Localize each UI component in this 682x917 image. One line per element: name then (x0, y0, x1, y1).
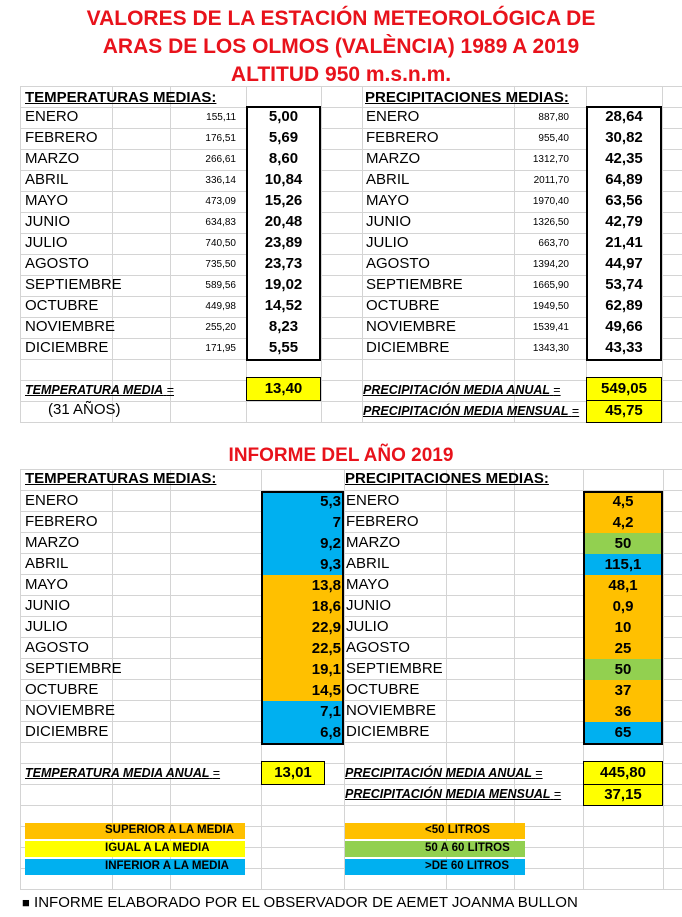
legend-precip-label: <50 LITROS (425, 824, 490, 836)
report-temp-month: JULIO (25, 618, 68, 635)
historic-temp-sum: 266,61 (205, 154, 236, 165)
report-precip-mensual-label: PRECIPITACIÓN MEDIA MENSUAL = (345, 787, 562, 801)
report-temp-cell: 7,1 (261, 701, 344, 722)
report-title: INFORME DEL AÑO 2019 (228, 445, 454, 466)
report-temp-cell: 9,3 (261, 554, 344, 575)
grid-line-h (20, 889, 682, 890)
historic-precip-month: FEBRERO (366, 129, 439, 146)
report-precip-cell: 0,9 (583, 596, 663, 617)
grid-line-h (20, 149, 682, 150)
report-precip-month: DICIEMBRE (346, 723, 430, 740)
historic-temp-month: ABRIL (25, 171, 69, 188)
historic-precip-value: 53,74 (605, 276, 643, 293)
historic-precip-month: MAYO (366, 192, 410, 209)
legend-precip-label: 50 A 60 LITROS (425, 842, 510, 854)
historic-temp-value: 23,73 (264, 255, 303, 272)
report-precip-month: MAYO (346, 576, 390, 593)
historic-temp-media-label: TEMPERATURA MEDIA = (25, 383, 174, 397)
grid-line-v (362, 86, 363, 422)
historic-temp-value: 8,23 (268, 318, 299, 335)
historic-temp-media-value: 13,40 (246, 377, 321, 401)
historic-precip-value: 21,41 (605, 234, 643, 251)
historic-precip-sum: 1394,20 (532, 259, 569, 270)
report-precip-month: ABRIL (346, 555, 390, 572)
historic-precip-value: 63,56 (605, 192, 643, 209)
report-temp-cell: 13,8 (261, 575, 344, 596)
historic-precip-value: 44,97 (605, 255, 643, 272)
grid-line-h (20, 380, 682, 381)
historic-precip-month: ABRIL (366, 171, 410, 188)
report-precip-month: FEBRERO (346, 513, 419, 530)
historic-precip-sum: 663,70 (538, 238, 569, 249)
historic-precip-value: 42,35 (605, 150, 643, 167)
historic-temp-month: JUNIO (25, 213, 70, 230)
report-precip-cell: 10 (583, 617, 663, 638)
report-precip-month: MARZO (346, 534, 401, 551)
historic-precip-sum: 1343,30 (532, 343, 569, 354)
report-temp-cell: 9,2 (261, 533, 344, 554)
historic-temp-value: 20,48 (264, 213, 303, 230)
report-precip-mensual-value: 37,15 (583, 784, 663, 806)
report-temp-cell: 7 (261, 512, 344, 533)
report-precip-month: JUNIO (346, 597, 391, 614)
report-temp-outline (261, 491, 344, 745)
grid-line-v (663, 469, 664, 889)
historic-precip-mensual-label: PRECIPITACIÓN MEDIA MENSUAL = (363, 404, 580, 418)
grid-line-h (20, 233, 682, 234)
report-temp-anual-value: 13,01 (261, 761, 325, 785)
historic-temp-value: 10,84 (264, 171, 303, 188)
report-precip-cell: 4,5 (583, 491, 663, 512)
historic-temp-value: 14,52 (264, 297, 303, 314)
historic-temp-sum: 735,50 (205, 259, 236, 270)
historic-precip-month: ENERO (366, 108, 420, 125)
report-temp-cell: 18,6 (261, 596, 344, 617)
historic-temp-sum: 634,83 (205, 217, 236, 228)
grid-line-h (20, 191, 682, 192)
historic-temp-value: 5,69 (268, 129, 299, 146)
historic-precip-sum: 887,80 (538, 112, 569, 123)
historic-temp-sum: 740,50 (205, 238, 236, 249)
report-precip-header: PRECIPITACIONES MEDIAS: (345, 470, 549, 487)
footer (22, 894, 578, 911)
report-precip-cell: 36 (583, 701, 663, 722)
historic-precip-sum: 955,40 (538, 133, 569, 144)
historic-precip-sum: 1949,50 (532, 301, 569, 312)
report-temp-month: AGOSTO (25, 639, 89, 656)
grid-line-h (20, 422, 682, 423)
historic-precip-anual-label: PRECIPITACIÓN MEDIA ANUAL = (363, 383, 561, 397)
report-precip-cell: 115,1 (583, 554, 663, 575)
report-precip-outline (583, 491, 663, 745)
historic-precip-header: PRECIPITACIONES MEDIAS: (365, 89, 569, 106)
title-line-3: ALTITUD 950 m.s.n.m. (230, 63, 452, 86)
grid-line-h (20, 86, 682, 87)
historic-temp-month: ENERO (25, 108, 79, 125)
historic-temp-sum: 255,20 (205, 322, 236, 333)
historic-temp-sum: 176,51 (205, 133, 236, 144)
historic-precip-sum: 1665,90 (532, 280, 569, 291)
footer-bullet-icon: ■ (22, 895, 30, 910)
report-temp-month: ENERO (25, 492, 79, 509)
historic-temp-month: SEPTIEMBRE (25, 276, 122, 293)
report-temp-cell: 22,5 (261, 638, 344, 659)
historic-temp-value: 19,02 (264, 276, 303, 293)
historic-precip-month: DICIEMBRE (366, 339, 450, 356)
historic-temp-sum: 473,09 (205, 196, 236, 207)
report-temp-month: OCTUBRE (25, 681, 99, 698)
report-temp-month: DICIEMBRE (25, 723, 109, 740)
historic-years-note: (31 AÑOS) (48, 401, 121, 418)
report-temp-cell: 22,9 (261, 617, 344, 638)
title-line-1: VALORES DE LA ESTACIÓN METEOROLÓGICA DE (86, 7, 596, 30)
grid-line-v (170, 86, 171, 422)
historic-temp-month: MARZO (25, 150, 80, 167)
historic-temp-sum: 171,95 (205, 343, 236, 354)
historic-precip-value: 28,64 (605, 108, 643, 125)
report-temp-month: MAYO (25, 576, 69, 593)
legend-temp-label: SUPERIOR A LA MEDIA (105, 824, 235, 836)
legend-temp-label: INFERIOR A LA MEDIA (105, 860, 229, 872)
historic-precip-value: 62,89 (605, 297, 643, 314)
report-temp-month: ABRIL (25, 555, 69, 572)
grid-line-v (112, 86, 113, 422)
grid-line-h (20, 338, 682, 339)
report-precip-month: ENERO (346, 492, 400, 509)
report-temp-month: NOVIEMBRE (25, 702, 116, 719)
grid-line-h (20, 107, 682, 108)
historic-temp-month: DICIEMBRE (25, 339, 109, 356)
historic-precip-month: JUNIO (366, 213, 411, 230)
historic-precip-month: MARZO (366, 150, 421, 167)
historic-precip-month: AGOSTO (366, 255, 430, 272)
historic-temp-month: FEBRERO (25, 129, 98, 146)
historic-precip-sum: 1970,40 (532, 196, 569, 207)
historic-temp-value: 15,26 (264, 192, 303, 209)
historic-temp-sum: 336,14 (205, 175, 236, 186)
historic-precip-month: OCTUBRE (366, 297, 440, 314)
report-precip-month: NOVIEMBRE (346, 702, 437, 719)
report-precip-anual-value: 445,80 (583, 761, 663, 785)
report-temp-cell: 5,3 (261, 491, 344, 512)
report-precip-month: SEPTIEMBRE (346, 660, 443, 677)
report-precip-month: JULIO (346, 618, 389, 635)
historic-precip-value: 30,82 (605, 129, 643, 146)
report-precip-cell: 48,1 (583, 575, 663, 596)
historic-temp-month: MAYO (25, 192, 69, 209)
historic-temp-month: OCTUBRE (25, 297, 99, 314)
historic-precip-sum: 2011,70 (533, 175, 569, 186)
grid-line-h (20, 254, 682, 255)
historic-temp-sum: 589,56 (205, 280, 236, 291)
historic-temp-sum: 155,11 (206, 112, 236, 123)
historic-temp-header: TEMPERATURAS MEDIAS: (25, 89, 217, 106)
grid-line-h (20, 317, 682, 318)
report-precip-anual-label: PRECIPITACIÓN MEDIA ANUAL = (345, 766, 543, 780)
grid-line-h (20, 128, 682, 129)
report-temp-month: JUNIO (25, 597, 70, 614)
report-temp-cell: 14,5 (261, 680, 344, 701)
footer-text: INFORME ELABORADO POR EL OBSERVADOR DE AEMET JOANMA BULLON (34, 894, 578, 911)
historic-precip-value: 64,89 (605, 171, 643, 188)
grid-line-v (321, 86, 322, 422)
historic-temp-month: JULIO (25, 234, 68, 251)
historic-precip-sum: 1312,70 (532, 154, 569, 165)
historic-precip-sum: 1326,50 (532, 217, 569, 228)
historic-temp-month: AGOSTO (25, 255, 89, 272)
grid-line-h (20, 359, 682, 360)
legend-temp-label: IGUAL A LA MEDIA (105, 842, 210, 854)
legend-precip-label: >DE 60 LITROS (425, 860, 510, 872)
grid-line-h (20, 212, 682, 213)
report-precip-cell: 25 (583, 638, 663, 659)
historic-temp-value: 23,89 (264, 234, 303, 251)
grid-line-v (20, 469, 21, 889)
report-precip-month: OCTUBRE (346, 681, 420, 698)
historic-precip-value: 42,79 (605, 213, 643, 230)
historic-precip-month: NOVIEMBRE (366, 318, 457, 335)
historic-temp-value: 5,00 (268, 108, 299, 125)
report-temp-month: FEBRERO (25, 513, 98, 530)
report-temp-month: MARZO (25, 534, 80, 551)
historic-precip-value: 43,33 (605, 339, 643, 356)
report-precip-cell: 4,2 (583, 512, 663, 533)
report-temp-cell: 6,8 (261, 722, 344, 743)
grid-line-h (20, 170, 682, 171)
report-precip-cell: 50 (583, 659, 663, 680)
historic-precip-value: 49,66 (605, 318, 643, 335)
historic-temp-month: NOVIEMBRE (25, 318, 116, 335)
report-precip-cell: 37 (583, 680, 663, 701)
report-temp-cell: 19,1 (261, 659, 344, 680)
historic-precip-month: SEPTIEMBRE (366, 276, 463, 293)
historic-precip-month: JULIO (366, 234, 409, 251)
historic-temp-sum: 449,98 (205, 301, 236, 312)
historic-precip-mensual-value: 45,75 (586, 400, 662, 423)
historic-temp-value: 8,60 (268, 150, 299, 167)
title-line-2: ARAS DE LOS OLMOS (VALÈNCIA) 1989 A 2019 (102, 35, 580, 58)
report-temp-month: SEPTIEMBRE (25, 660, 122, 677)
grid-line-h (20, 296, 682, 297)
report-precip-month: AGOSTO (346, 639, 410, 656)
historic-precip-sum: 1539,41 (532, 322, 569, 333)
historic-temp-value: 5,55 (268, 339, 299, 356)
grid-line-v (662, 86, 663, 422)
report-precip-cell: 50 (583, 533, 663, 554)
report-temp-header: TEMPERATURAS MEDIAS: (25, 470, 217, 487)
historic-precip-anual-value: 549,05 (586, 377, 662, 401)
report-temp-anual-label: TEMPERATURA MEDIA ANUAL = (25, 766, 221, 780)
report-precip-cell: 65 (583, 722, 663, 743)
grid-line-v (20, 86, 21, 422)
